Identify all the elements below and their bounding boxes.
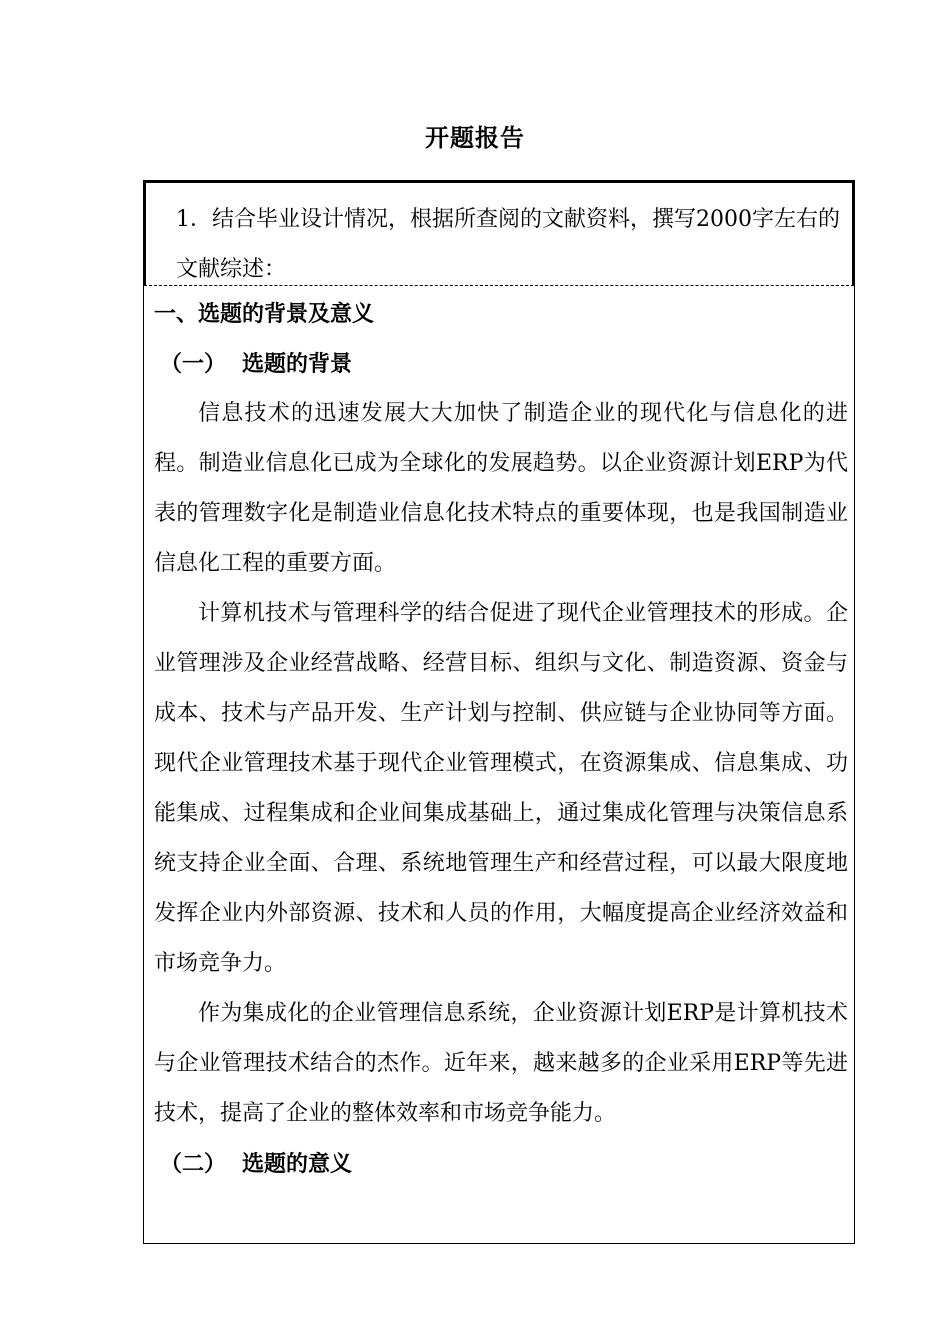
dashed-divider — [144, 285, 854, 286]
subsection-number: （一） — [160, 351, 227, 377]
prompt-cell — [144, 181, 854, 285]
prompt-text: 1．结合毕业设计情况，根据所查阅的文献资料，撰写2000字左右的文献综述： — [176, 207, 840, 282]
paragraph: 计算机技术与管理科学的结合促进了现代企业管理技术的形成。企业管理涉及企业经营战略、经营目标、组织与文化、制造资源、资金与成本、技术与产品开发、生产计划与控制、供应链与企业协同等方面。现代企业管理技术基于现代企业管理模式，在资源集成、信息集成、功能集成、过程集成和企业间集成基础上，通过集成化管理与决策信息系统支持企业全面、合理、系统地管理生产和经营过程，可以最大限度地发挥企业内外部资源、技术和人员的作用，大幅度提高企业经济效益和市场竞争力。 — [154, 601, 848, 976]
review-content — [154, 289, 848, 1189]
subsection-title: 选题的背景 — [242, 351, 353, 377]
report-table — [143, 180, 855, 1244]
paragraph: 作为集成化的企业管理信息系统，企业资源计划ERP是计算机技术与企业管理技术结合的杰作。近年来，越来越多的企业采用ERP等先进技术，提高了企业的整体效率和市场竞争能力。 — [154, 1001, 848, 1126]
paragraph: 信息技术的迅速发展大大加快了制造企业的现代化与信息化的进程。制造业信息化已成为全球化的发展趋势。以企业资源计划ERP为代表的管理数字化是制造业信息化技术特点的重要体现，也是我国制造业信息化工程的重要方面。 — [154, 401, 848, 576]
subsection-heading-significance — [154, 1139, 848, 1189]
page-title: 开题报告 — [425, 123, 525, 152]
section-heading-background-significance: 一、选题的背景及意义 — [154, 301, 375, 327]
subsection-title: 选题的意义 — [242, 1151, 353, 1177]
subsection-number: （二） — [160, 1151, 227, 1177]
subsection-heading-background — [154, 339, 848, 389]
